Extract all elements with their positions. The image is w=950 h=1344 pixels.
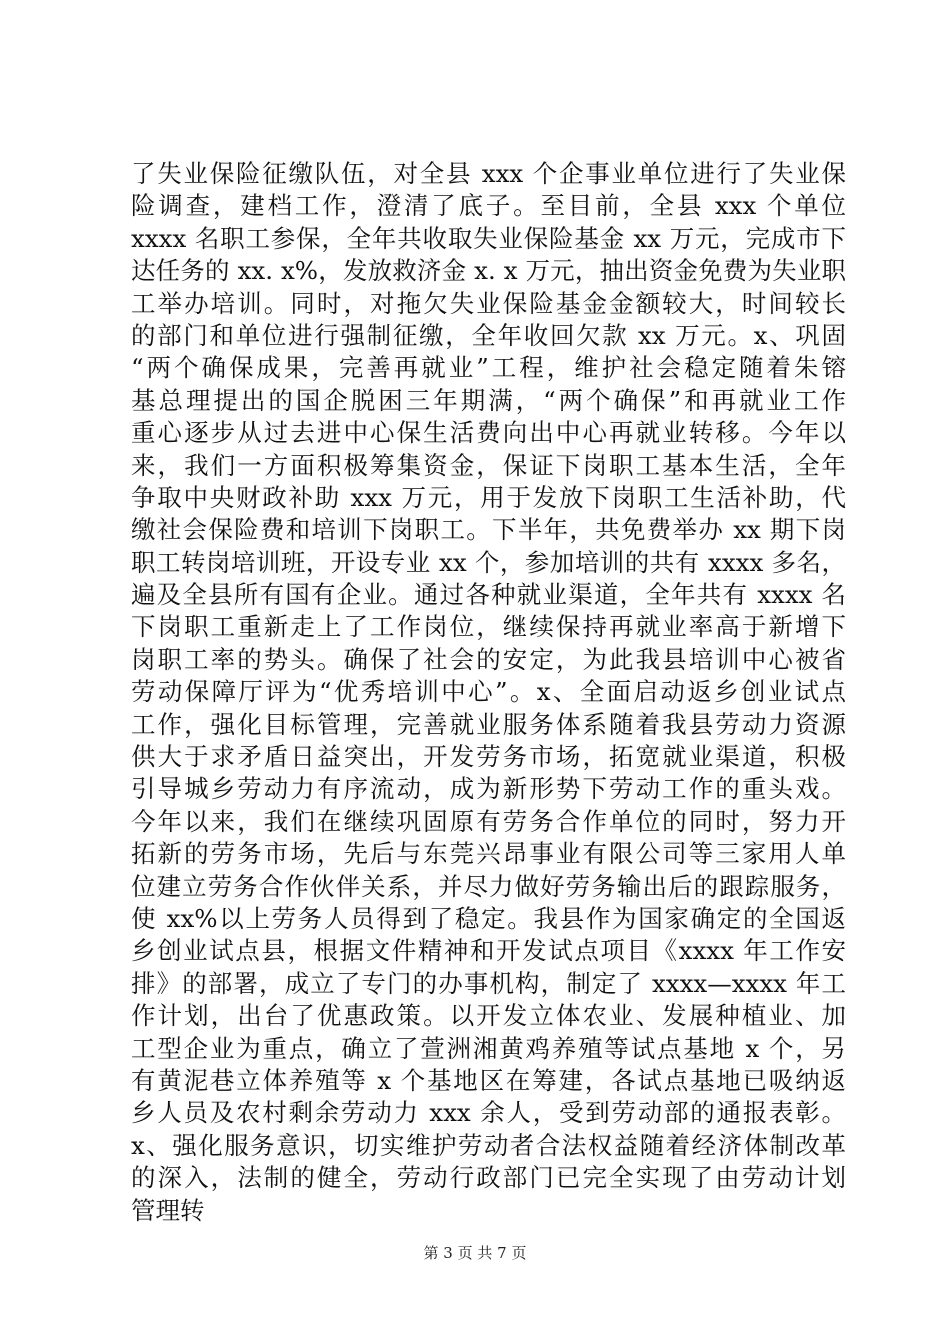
page-footer: 第 3 页 共 7 页 [423, 1244, 527, 1262]
text-line: x、强化服务意识，切实维护劳动者合法权益随着经济体制改革 [131, 1130, 846, 1160]
text-line: 达任务的 xx. x%，发放救济金 x. x 万元，抽出资金免费为失业职 [131, 256, 846, 286]
text-line: 了失业保险征缴队伍，对全县 xxx 个企事业单位进行了失业保 [131, 159, 846, 188]
text-line: 工举办培训。同时，对拖欠失业保险基金金额较大，时间较长 [131, 288, 846, 318]
text-line: 乡人员及农村剩余劳动力 xxx 余人，受到劳动部的通报表彰。 [131, 1098, 846, 1128]
text-line: 岗职工率的势头。确保了社会的安定，为此我县培训中心被省 [131, 644, 846, 674]
text-line: 工作，强化目标管理，完善就业服务体系随着我县劳动力资源 [131, 709, 846, 739]
text-line: 的深入，法制的健全，劳动行政部门已完全实现了由劳动计划 [131, 1163, 846, 1193]
text-line: xxxx 名职工参保，全年共收取失业保险基金 xx 万元，完成市下 [131, 223, 846, 253]
text-line: 下岗职工重新走上了工作岗位，继续保持再就业率高于新增下 [131, 612, 846, 642]
text-line: “两个确保成果，完善再就业”工程，维护社会稳定随着朱镕 [131, 353, 846, 383]
text-line: 职工转岗培训班，开设专业 xx 个，参加培训的共有 xxxx 多名， [131, 547, 846, 577]
text-line: 今年以来，我们在继续巩固原有劳务合作单位的同时，努力开 [131, 806, 846, 836]
text-line: 险调查，建档工作，澄清了底子。至目前，全县 xxx 个单位 [131, 191, 846, 221]
text-line: 管理转 [131, 1195, 205, 1225]
text-line: 排》的部署，成立了专门的办事机构，制定了 xxxx—xxxx 年工 [131, 968, 846, 998]
text-line: 争取中央财政补助 xxx 万元，用于发放下岗职工生活补助，代 [131, 482, 846, 512]
text-line: 工型企业为重点，确立了萱洲湘黄鸡养殖等试点基地 x 个，另 [131, 1033, 846, 1063]
text-line: 有黄泥巷立体养殖等 x 个基地区在筹建，各试点基地已吸纳返 [131, 1065, 846, 1095]
text-line: 遍及全县所有国有企业。通过各种就业渠道，全年共有 xxxx 名 [131, 580, 846, 610]
text-line: 拓新的劳务市场，先后与东莞兴昂事业有限公司等三家用人单 [131, 839, 846, 869]
text-line: 基总理提出的国企脱困三年期满，“两个确保”和再就业工作 [131, 385, 846, 415]
body-text [131, 158, 846, 1227]
text-line: 缴社会保险费和培训下岗职工。下半年，共免费举办 xx 期下岗 [131, 515, 846, 545]
text-line: 重心逐步从过去进中心保生活费向出中心再就业转移。今年以 [131, 418, 846, 448]
text-line: 引导城乡劳动力有序流动，成为新形势下劳动工作的重头戏。 [131, 774, 846, 804]
text-line: 供大于求矛盾日益突出，开发劳务市场，拓宽就业渠道，积极 [131, 742, 846, 772]
text-line: 位建立劳务合作伙伴关系，并尽力做好劳务输出后的跟踪服务， [131, 871, 846, 901]
text-line: 的部门和单位进行强制征缴，全年收回欠款 xx 万元。x、巩固 [131, 320, 846, 350]
text-line: 作计划，出台了优惠政策。以开发立体农业、发展种植业、加 [131, 1001, 846, 1031]
text-line: 劳动保障厅评为“优秀培训中心”。x、全面启动返乡创业试点 [131, 677, 846, 707]
text-line: 来，我们一方面积极筹集资金，保证下岗职工基本生活，全年 [131, 450, 846, 480]
text-line: 乡创业试点县，根据文件精神和开发试点项目《xxxx 年工作安 [131, 936, 846, 966]
text-line: 使 xx%以上劳务人员得到了稳定。我县作为国家确定的全国返 [131, 903, 846, 933]
